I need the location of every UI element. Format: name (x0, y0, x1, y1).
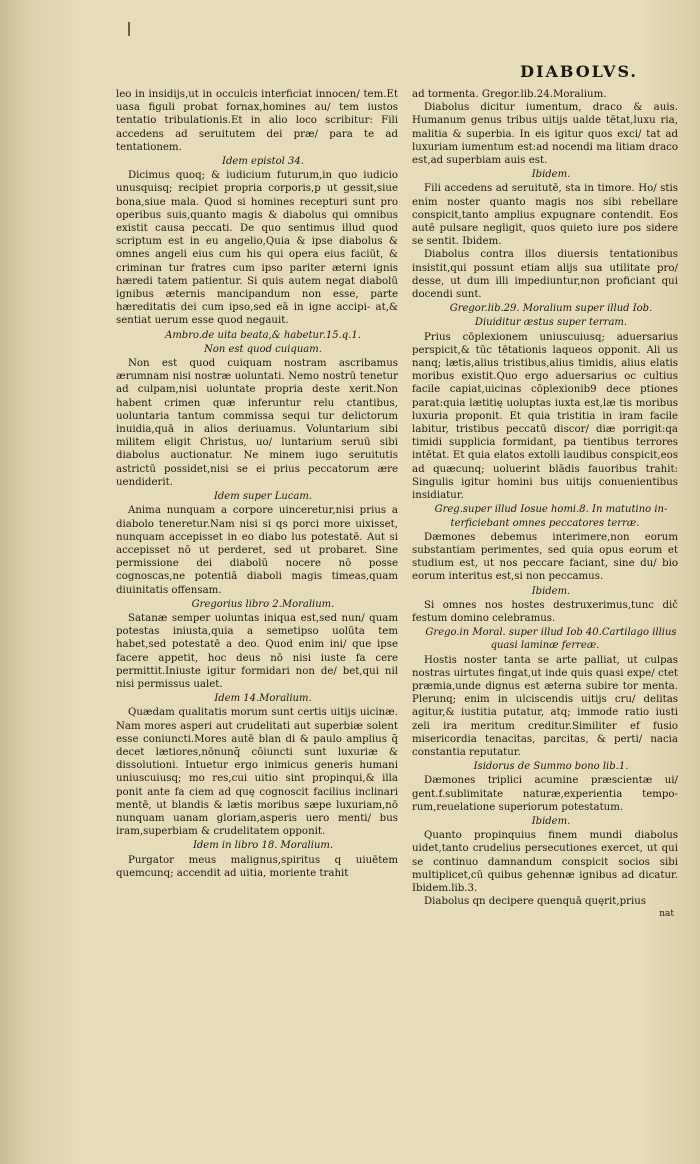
source-citation: Idem super Lucam. (213, 491, 313, 503)
paragraph: Fili accedens ad seruitutē, sta in timore. Ho/ stis enim noster quanto magis nos sibi rebellare conspicit,tanto amplius expugnare contendit. Eos autē pulsare negligit, quos quieto iure pos sidere se sentit. Ibidem. (412, 183, 678, 248)
paragraph: Prius cōplexionem uniuscuiusq; aduersarius perspicit,& tūc tētationis laqueos opponit. Ali us nanq; lætis,alius tristibus,alius timidis, alius elatis moribus existit.Quo ergo aduersarius oc cultius facile capiat,uicinas cōplexionib9 dece ptiones parat:quia lætitię uoluptas iuxta est,læ tis moribus luxuria proponit. Et quia tristitia in iram facile labitur, tristibus peccatū discor/ diæ porrigit:qa timidi supplicia formidant, pa tientibus terrores intētat. Et quia elatos extolli laudibus conspicit,eos ad quæcunq; uoluerint blādis fauoribus trahit: Singulis igitur homini bus uitijs conuenientibus insidiatur. (412, 331, 678, 502)
paragraph: Dæmones triplici acumine præscientæ ui/ gent.f.sublimitate naturæ,experientia tempo- rum,reuelatione superiorum potestatum. (412, 775, 678, 813)
paragraph: Dicimus quoq; & iudicium futurum,in quo iudicio unusquisq; recipiet propria corporis,p ut gessit,siue bona,siue mala. Quod si homines recepturi sunt pro operibus suis,quanto magis & diabolus qui omnibus existit causa peccati. De quo sentimus illud quod scriptum est in eu angelio,Quia & ipse diabolus & omnes angeli eius cum his qui opera eius faciūt, & criminan tur fratres cum ipso pariter æterni ignis hæredi tatem patientur. Si quis autem negat diabolū ignibus æternis mancipandum non esse, parte hæreditatis dei cum ipso,sed eā in igne accipi- at,& sentiat uerum esse quod negauit. (116, 170, 398, 327)
paragraph: Dæmones debemus interimere,non eorum substantiam perimentes, sed quia opus eorum et studium est, ut nos peccare faciant, sine du/ bio eorum interitus est,si non peccamus. (412, 531, 678, 583)
paragraph: Si omnes nos hostes destruxerimus,tunc dič festum domino celebramus. (412, 599, 678, 624)
paragraph: Quanto propinquius finem mundi diabolus uidet,tanto crudelius persecutiones exercet, ut qui se continuo damnandum conspicit socios sibi multiplicet,cū quibus gehennæ ignibus ad dicatur. Ibidem.lib.3. (412, 830, 678, 894)
paragraph: leo in insidijs,ut in occulcis interficiat innocen/ tem.Et uasa figuli probat fornax,homines au/ tem iustos tentatio tribulationis.Et in alio loco scribitur: Fili accedens ad seruitutem dei præ/ para te ad tentationem. (116, 89, 398, 153)
source-citation: Ibidem. (531, 169, 571, 181)
catchword: nat (659, 909, 674, 920)
paragraph: Purgator meus malignus,spiritus q uiuētem quemcunq; accendit ad uitia, moriente trahit (116, 854, 398, 879)
running-head: DIABOLVS. (520, 62, 638, 81)
source-citation: Idem epistol 34. (222, 156, 304, 168)
paragraph: Anima nunquam a corpore uinceretur,nisi prius a diabolo teneretur.Nam nisi si qs porci more uixisset, nunquam accepisset in eo diabo lus potestatē. Aut si accepisset nō ut perderet, sed ut probaret. Sine permissione dei diabolū nocere nō posse cognoscas,ne potentiā diaboli magis timeas,quam diuinitatis offensam. (116, 505, 398, 596)
paragraph: Quædam qualitatis morum sunt certis uitijs uicinæ. Nam mores asperi aut crudelitati aut superbiæ solent esse coniuncti.Mores autē blan di & paulo amplius q̄ decet lætiores,nōnunq̄ cōiuncti sunt luxuriæ & dissolutioni. Intuetur ergo inimicus generis humani uniuscuiusq; mo res,cui uitio sint propinqui,& illa ponit ante fa ciem ad quę cognoscit facilius inclinari mentē, ut blandis & lætis moribus sæpe luxuriam,nō nunquam uanam gloriam,asperis uero menti/ bus iram,superbiam & crudelitatem opponit. (116, 707, 398, 838)
paragraph: Non est quod cuiquam nostram ascribamus ærumnam nisi nostræ uoluntati. Nemo nostrū tenetur ad culpam,nisi uoluntate propria deste xerit.Non habent crimen quæ inferuntur relu ctantibus, uoluntaria tantum commissa sequi tur delictorum inuidia,quā in alios deriuamus. Voluntarium sibi militem eligit Christus, uo/ luntarium seruū sibi diabolus auctionatur. Ne minem iugo seruitutis astrictū possidet,nisi se ei prius peccatorum ære uendiderit. (116, 358, 398, 488)
source-citation: Greg.super illud Iosue homi.8. In matutino in- terficiebant omnes peccatores terræ. (434, 504, 668, 529)
source-citation: Idem 14.Moralium. (214, 693, 312, 705)
paragraph: Hostis noster tanta se arte palliat, ut culpas nostras uirtutes fingat,ut inde quis quasi expe/ ctet præmia,unde dignus est æterna subire tor menta. Plerunq; enim in ulciscendis uitijs cru/ delitas agitur,& iustitia putatur, atq; immode ratio iusti zeli ira meritum creditur.Similiter ef fusio misericordia tenacitas, parcitas, & perti/ nacia constantia reputatur. (412, 654, 678, 758)
right-column (412, 88, 678, 1146)
source-citation: Ibidem. (531, 815, 571, 827)
margin-mark (128, 22, 130, 36)
left-column (116, 88, 398, 1146)
paragraph: Diabolus qn decipere quenquā quęrit,prius (424, 896, 647, 908)
page-header (0, 62, 700, 82)
source-citation: Ibidem. (531, 585, 571, 597)
source-citation: Diuiditur æstus super terram. (474, 317, 628, 329)
paragraph: Satanæ semper uoluntas iniqua est,sed nun/ quam potestas iniusta,quia a semetipso uolūta tem habet,sed potestatē a deo. Quod enim ini/ que ipse facere appetit, hoc deus nō nisi iuste fa cere permittit.Iniuste igitur formidari non de/ bet,qui nil nisi permissus ualet. (116, 612, 398, 690)
source-citation: Non est quod cuiquam. (204, 343, 322, 355)
paragraph: ad tormenta. Gregor.lib.24.Moralium. (412, 89, 607, 100)
source-citation: Isidorus de Summo bono lib.1. (473, 761, 629, 773)
paragraph: Diabolus dicitur iumentum, draco & auis. Humanum genus tribus uitijs ualde tētat,luxu ria, malitia & superbia. In eis igitur quos exci/ tat ad luxuriam iumentum est:ad nocendi ma litiam draco est,ad superbiam auis est. (412, 102, 678, 167)
paragraph: Diabolus contra illos diuersis tentationibus insistit,qui possunt etiam alijs sua utilitate pro/ desse, ut dum illi impediuntur,non proficiant qui docendi sunt. (412, 249, 678, 301)
source-citation: Gregorius libro 2.Moralium. (191, 598, 335, 610)
source-citation: Grego.in Moral. super illud Iob 40.Cartilago illius quasi laminæ ferreæ. (425, 627, 677, 652)
source-citation: Gregor.lib.29. Moralium super illud Iob. (449, 303, 653, 315)
source-citation: Idem in libro 18. Moralium. (192, 840, 334, 852)
source-citation: Ambro.de uita beata,& habetur.15.q.1. (165, 329, 361, 341)
